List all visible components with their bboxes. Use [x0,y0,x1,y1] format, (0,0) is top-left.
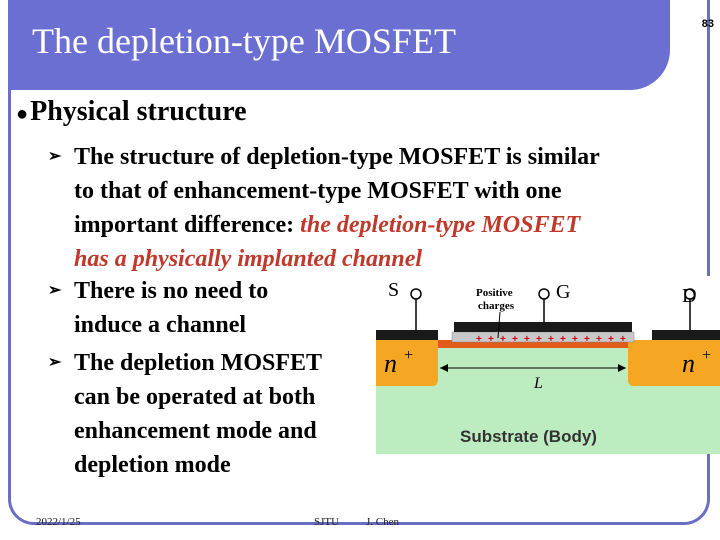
gate-label: G [556,281,571,303]
svg-text:+: + [584,334,590,345]
bullet-2-line-1: There is no need to [74,278,269,304]
section-heading-text: Physical structure [30,96,247,127]
bullet-3-line-2: can be operated at both [74,384,316,410]
bullet-3-line-4: depletion mode [74,452,231,478]
bullet-1-line-1: The structure of depletion-type MOSFET is similar [74,144,600,170]
page-number: 83 [701,18,714,30]
bullet-1-line-2: to that of enhancement-type MOSFET with one [74,178,562,204]
source-n-plus-sup: + [404,347,414,364]
bullet-1-line-4: has a physically implanted channel [74,246,423,272]
drain-label: D [682,285,697,307]
drain-n-plus-sup: + [702,347,712,364]
svg-text:+: + [572,334,578,345]
svg-text:+: + [512,334,518,345]
bullet-dot-icon: ● [16,103,29,125]
bullet-3-line-1: The depletion MOSFET [74,350,323,376]
arrow-bullet-icon: ➢ [48,148,62,165]
gate-contact [454,322,632,332]
svg-text:+: + [608,334,614,345]
emphasis-text: the depletion-type MOSFET [300,212,581,238]
slide-title: The depletion-type MOSFET [32,21,456,61]
svg-text:+: + [548,334,554,345]
drain-n-plus-label: n [682,349,695,378]
drain-contact [652,330,720,340]
length-label: L [534,375,543,392]
gate-terminal-icon [539,289,549,299]
footer-org: SJTU [314,516,340,528]
svg-text:+: + [536,334,542,345]
footer-date: 2022/1/25 [36,516,81,528]
source-n-plus-label: n [384,349,397,378]
section-heading [16,96,247,128]
source-contact [376,330,438,340]
charges-label-line-1: Positive [476,287,513,299]
svg-text:+: + [488,334,494,345]
svg-text:+: + [560,334,566,345]
svg-text:+: + [500,334,506,345]
source-terminal-icon [411,289,421,299]
source-label: S [388,279,400,301]
title-bar [8,0,670,90]
svg-text:+: + [524,334,530,345]
bullet-3-line-3: enhancement mode and [74,418,317,444]
arrow-bullet-icon: ➢ [48,282,62,299]
mosfet-diagram [376,276,720,454]
footer-author: J. Chen [366,516,399,528]
substrate-label: Substrate (Body) [460,427,597,446]
bullet-2-line-2: induce a channel [74,312,247,338]
bullet-1-line-3: important difference: the depletion-type MOSFET [74,212,581,238]
svg-text:+: + [596,334,602,345]
arrow-bullet-icon: ➢ [48,354,62,371]
svg-text:+: + [476,334,482,345]
charges-label-line-2: charges [478,300,515,312]
svg-text:+: + [620,334,626,345]
